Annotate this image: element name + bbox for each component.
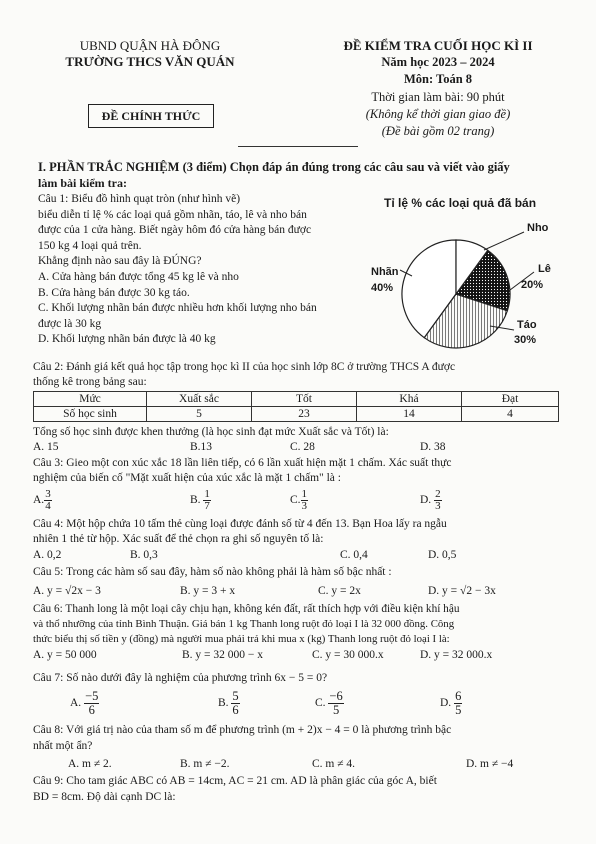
q3-option-c: C. $\frac{1}{3}$ <box>290 488 308 512</box>
question-3: Câu 3: Gieo một con xúc xắc 18 lần liên tiếp, có 6 lần xuất hiện mặt 1 chấm. Xác suất thực <box>33 457 452 469</box>
chart-title: Tỉ lệ % các loại quả đã bán <box>384 196 537 210</box>
exam-title: ĐỀ KIỂM TRA CUỐI HỌC KÌ II <box>343 38 533 53</box>
school-district: UBND QUẬN HÀ ĐÔNG <box>79 38 221 53</box>
table-cell: 23 <box>252 407 357 422</box>
question-5: Câu 5: Trong các hàm số sau đây, hàm số nào không phải là hàm số bậc nhất : <box>33 566 392 578</box>
official-exam-box: ĐỀ CHÍNH THỨC <box>88 104 214 128</box>
pie-value-tao: 30% <box>514 334 537 346</box>
q7-option-b: B. $\frac{5}{6}$ <box>218 689 239 717</box>
q3-option-b: B. $\frac{1}{7}$ <box>190 488 210 512</box>
q1-line: Khẳng định nào sau đây là ĐÚNG? <box>38 255 202 268</box>
q1-option: D. Khối lượng nhãn bán được là 40 kg <box>38 333 216 346</box>
question-8: Câu 8: Với giá trị nào của tham số m để phương trình (m + 2)x − 4 = 0 là phương trình bậc <box>33 724 452 736</box>
table-header: Mức <box>34 392 147 407</box>
question-6: Câu 6: Thanh long là một loại cây chịu hạn, không kén đất, rất thích hợp với điều kiện khí hậu <box>33 603 460 615</box>
q2-option-c: C. 28 <box>290 441 315 453</box>
question-6-cont: và thổ nhưỡng của tỉnh Bình Thuận. Giá bán 1 kg Thanh long ruột đỏ loại I là 32 000 đồng. Công <box>33 618 455 630</box>
q8-option-c: C. m ≠ 4. <box>312 758 356 770</box>
pie-label-nhan: Nhãn <box>371 266 399 278</box>
table-header: Đạt <box>462 392 559 407</box>
q1-line: được của 1 cửa hàng. Biết ngày hôm đó cửa hàng bán được <box>38 224 312 237</box>
pie-label-nho: Nho <box>527 222 549 234</box>
school-name: TRƯỜNG THCS VĂN QUÁN <box>65 54 235 69</box>
q1-line: biểu diễn tỉ lệ % các loại quả gồm nhãn, táo, lê và nho bán <box>38 208 307 221</box>
q1-option: C. Khối lượng nhãn bán được nhiều hơn khối lượng nho bán <box>38 302 317 315</box>
table-header-row <box>34 392 559 407</box>
q8-option-a: A. m ≠ 2. <box>68 758 112 770</box>
question-1 <box>38 192 317 348</box>
header-divider <box>238 146 358 147</box>
q7-option-c: C. $\frac{-6}{5}$ <box>315 689 343 717</box>
q4-option-c: C. 0,4 <box>340 549 368 561</box>
question-9: Câu 9: Cho tam giác ABC có AB = 14cm, AC = 21 cm. AD là phân giác của góc A, biết <box>33 775 437 787</box>
q2-question: Tổng số học sinh được khen thưởng (là học sinh đạt mức Xuất sắc và Tốt) là: <box>33 426 389 438</box>
pie-value-nhan: 40% <box>371 282 394 294</box>
q7-option-a: A. $\frac{-5}{6}$ <box>70 689 99 717</box>
pie-label-le: Lê <box>538 263 551 275</box>
q2-option-d: D. 38 <box>420 441 446 453</box>
page-count-note: (Đề bài gồm 02 trang) <box>381 124 495 138</box>
table-cell: 14 <box>357 407 462 422</box>
q1-line: 150 kg 4 loại quả trên. <box>38 239 142 252</box>
table-header: Tốt <box>252 392 357 407</box>
table-cell: Số học sinh <box>34 407 147 422</box>
question-9-cont: BD = 8cm. Độ dài cạnh DC là: <box>33 791 176 803</box>
pie-leader-line-nho <box>484 232 524 250</box>
q1-line: Câu 1: Biểu đồ hình quạt tròn (như hình vẽ) <box>38 193 241 205</box>
q6-option-b: B. y = 32 000 − x <box>182 649 264 661</box>
subject: Môn: Toán 8 <box>403 72 473 86</box>
table-header: Xuất sắc <box>147 392 252 407</box>
q8-option-d: D. m ≠ −4 <box>466 758 514 770</box>
table-row <box>34 407 559 422</box>
q4-option-a: A. 0,2 <box>33 549 62 561</box>
exam-duration: Thời gian làm bài: 90 phút <box>371 90 505 104</box>
q5-option-b: B. y = 3 + x <box>180 585 236 597</box>
time-note: (Không kể thời gian giao đề) <box>365 107 511 121</box>
q4-option-b: B. 0,3 <box>130 549 158 561</box>
school-year: Năm học 2023 – 2024 <box>381 55 495 69</box>
section1-title: I. PHẦN TRẮC NGHIỆM (3 điểm) Chọn đáp án đúng trong các câu sau và viết vào giấy <box>38 160 510 174</box>
question-4: Câu 4: Một hộp chứa 10 tấm thẻ cùng loại được đánh số từ 4 đến 13. Bạn Hoa lấy ra ngẫu <box>33 518 447 530</box>
grades-table <box>33 391 559 422</box>
pie-label-tao: Táo <box>517 319 537 331</box>
q1-option: A. Cửa hàng bán được tổng 45 kg lê và nho <box>38 270 239 283</box>
q3-option-d: D. $\frac{2}{3}$ <box>420 488 441 512</box>
question-7: Câu 7: Số nào dưới đây là nghiệm của phương trình 6x − 5 = 0? <box>33 672 328 684</box>
pie-value-le: 20% <box>521 279 544 291</box>
q2-option-b: B.13 <box>190 441 213 453</box>
q6-option-d: D. y = 32 000.x <box>420 649 493 661</box>
q5-option-c: C. y = 2x <box>318 585 361 597</box>
q6-option-a: A. y = 50 000 <box>33 649 97 661</box>
q1-option: B. Cửa hàng bán được 30 kg táo. <box>38 286 190 299</box>
q6-option-c: C. y = 30 000.x <box>312 649 384 661</box>
question-3-cont: nghiệm của biến cố "Mặt xuất hiện của xúc xắc là mặt 1 chấm" là : <box>33 472 341 484</box>
q2-option-a: A. 15 <box>33 441 59 453</box>
question-4-cont: nhiên 1 thẻ từ hộp. Xác suất để thẻ chọn ra ghi số nguyên tố là: <box>33 533 324 545</box>
table-cell: 4 <box>462 407 559 422</box>
question-2-cont: thống kê trong bảng sau: <box>33 376 147 388</box>
q4-option-d: D. 0,5 <box>428 549 457 561</box>
question-8-cont: nhất một ẩn? <box>33 740 93 752</box>
q1-line: được là 30 kg <box>38 317 102 330</box>
q7-option-d: D. $\frac{6}{5}$ <box>440 689 462 717</box>
table-header: Khá <box>357 392 462 407</box>
table-cell: 5 <box>147 407 252 422</box>
q5-option-a: A. y = √2x − 3 <box>33 585 101 597</box>
q5-option-d: D. y = √2 − 3x <box>428 585 496 597</box>
question-6-cont2: thức biểu thị số tiền y (đồng) mà người mua phải trả khi mua x (kg) Thanh long ruột đỏ loại I là: <box>33 633 450 645</box>
question-2: Câu 2: Đánh giá kết quả học tập trong học kì II của học sinh lớp 8C ở trường THCS A được <box>33 361 456 373</box>
q8-option-b: B. m ≠ −2. <box>180 758 230 770</box>
q3-option-a: A. $\frac{3}{4}$ <box>33 488 51 512</box>
section1-title-cont: làm bài kiểm tra: <box>38 176 127 190</box>
